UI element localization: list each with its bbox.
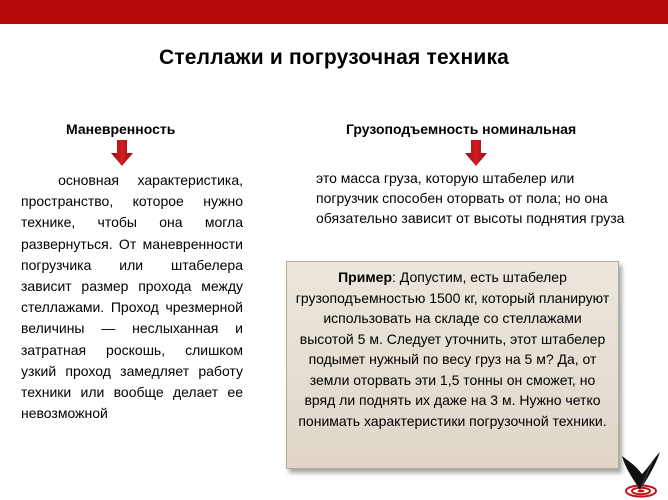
top-accent-bar [0, 0, 668, 24]
example-text: : Допустим, есть штабелер грузоподъемностью 1500 кг, который планируют использовать на складе со стеллажами высотой 5 м. Следует уточнить, этот штабелер подымет нужный по весу груз на 5 м? Да, от земли оторвать эти 1,5 тонны он сможет, но вряд ли поднять их даже на 3 м. Нужно четко понимать характеристики погрузочной техники. [295, 269, 610, 429]
left-text: основная характеристика, пространство, которое нужно технике, чтобы она могла развернуться. От маневренности погрузчика или штабелера зависит размер прохода между стеллажами. Проход чрезмерной величины — неслыханная и затратная роскошь, слишком узкий проход замедляет работу техники или вообще делает ее невозможной [21, 172, 243, 422]
example-box [286, 261, 619, 469]
left-heading: Маневренность [66, 121, 176, 137]
slide-title: Стеллажи и погрузочная техника [158, 46, 510, 69]
down-arrow-icon [465, 140, 487, 166]
right-heading: Грузоподъемность номинальная [346, 121, 577, 137]
example-label: Пример [338, 269, 393, 285]
right-body-text: это масса груза, которую штабелер или погрузчик способен оторвать от пола; но она обязательно зависит от высоты поднятия груза [316, 170, 625, 227]
quill-target-logo-icon [618, 448, 664, 498]
left-body-text [21, 170, 243, 424]
down-arrow-icon [111, 140, 133, 166]
